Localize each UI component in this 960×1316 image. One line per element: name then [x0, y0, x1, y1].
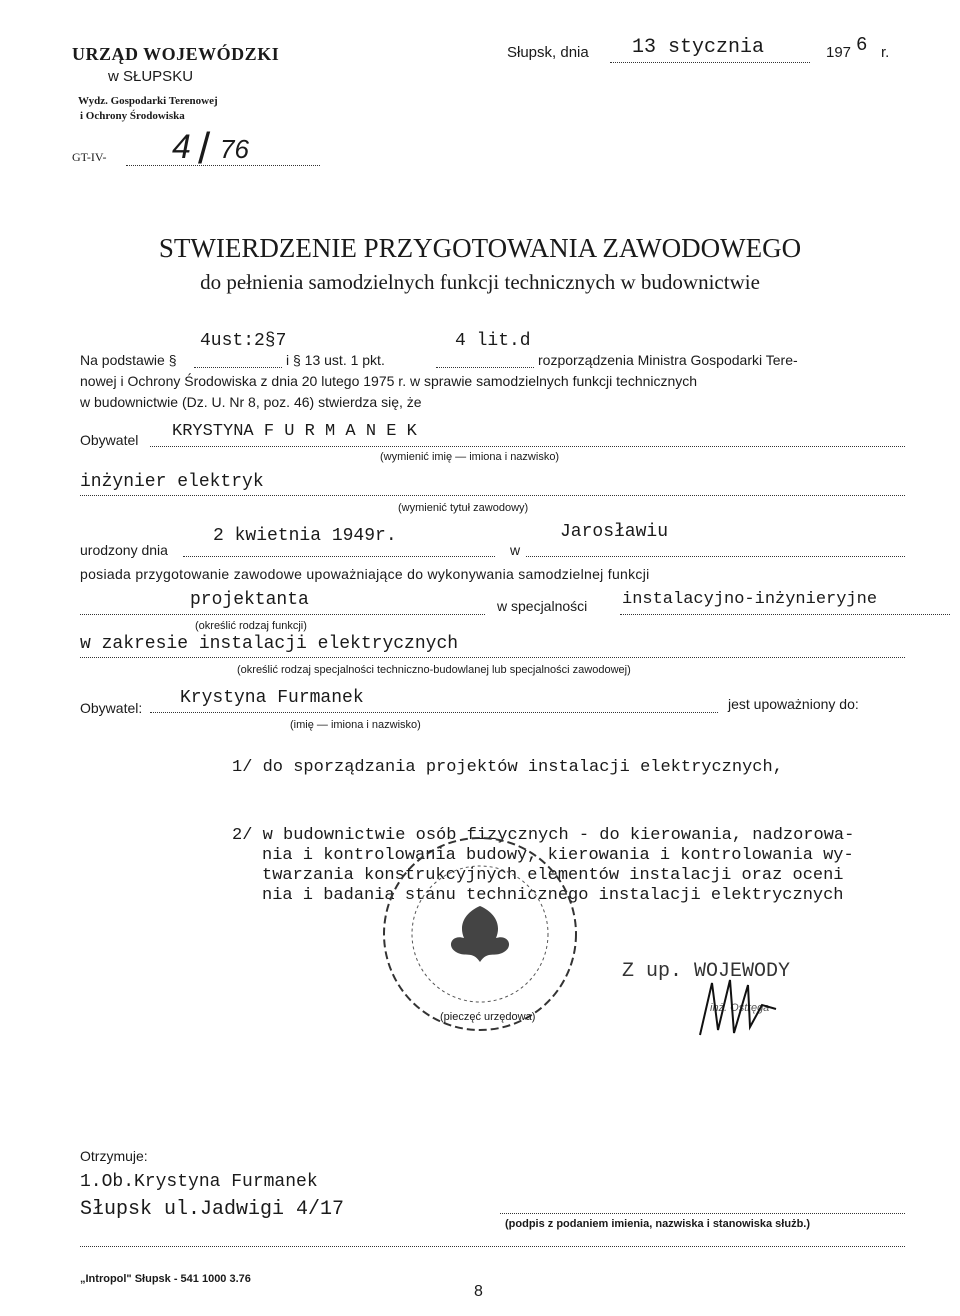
birthplace-label: w [510, 542, 521, 558]
born-line [183, 556, 495, 557]
date-value: 13 stycznia [632, 36, 765, 59]
reference-line [126, 165, 320, 166]
place-label: Słupsk, dnia [507, 44, 589, 61]
birth-date: 2 kwietnia 1949r. [213, 526, 397, 546]
year-suffix: r. [881, 44, 890, 61]
department-line2: i Ochrony Środowiska [80, 110, 185, 122]
citizen-caption: (wymienić imię — imiona i nazwisko) [380, 451, 560, 463]
basis-line1-start: Na podstawie § [80, 352, 177, 368]
citizen2-label: Obywatel: [80, 700, 143, 716]
year-digit: 6 [856, 34, 868, 56]
reference-slash: / [198, 124, 211, 173]
office-city: w SŁUPSKU [108, 68, 194, 85]
basis-line2: nowej i Ochrony Środowiska z dnia 20 lutego 1975 r. w sprawie samodzielnych funkcji technicznych [80, 373, 698, 389]
citizen-line [150, 446, 905, 447]
signature-stamp-line2: inż. Ostręga [710, 1002, 770, 1014]
authorization-item-2-line4: nia i badania stanu technicznego instalacji elektrycznych [262, 886, 844, 905]
point-line [436, 367, 534, 368]
birthplace-line [526, 556, 905, 557]
handwritten-paragraph: 4ust:2§7 [200, 331, 287, 351]
printer-imprint: „Intropol" Słupsk - 541 1000 3.76 [80, 1273, 251, 1285]
handwritten-signature [690, 975, 780, 1045]
title-caption: (wymienić tytuł zawodowy) [398, 502, 529, 514]
authorization-item-1: 1/ do sporządzania projektów instalacji elektrycznych, [232, 758, 783, 777]
basis-line1-mid: i § 13 ust. 1 pkt. [286, 352, 385, 368]
scope-value: w zakresie instalacji elektrycznych [80, 634, 459, 654]
specialty-line [620, 614, 950, 615]
citizen-label: Obywatel [80, 432, 139, 448]
basis-line1-end: rozporządzenia Ministra Gospodarki Tere- [538, 352, 798, 368]
authorized-text: jest upoważniony do: [728, 696, 859, 712]
handwritten-letter: 4 lit.d [455, 331, 531, 351]
scope-line [80, 657, 905, 658]
function-value: projektanta [190, 590, 309, 610]
specialty-value: instalacyjno-inżynieryjne [622, 590, 878, 609]
function-line [80, 614, 485, 615]
paragraph-line [194, 367, 282, 368]
document-subtitle: do pełnienia samodzielnych funkcji technicznych w budownictwie [200, 270, 760, 294]
office-name: URZĄD WOJEWÓDZKI [72, 44, 280, 64]
date-line [610, 62, 810, 63]
born-label: urodzony dnia [80, 542, 168, 558]
citizen2-name: Krystyna Furmanek [180, 688, 364, 708]
authorization-item-2-line3: twarzania konstrukcyjnych elementów instalacji oraz oceni [262, 866, 844, 885]
reference-prefix: GT-IV- [72, 150, 107, 164]
recipients-label: Otrzymuje: [80, 1148, 148, 1164]
authorization-item-2-line2: nia i kontrolowania budowy, kierowania i kontrolowania wy- [262, 846, 854, 865]
scope-caption: (określić rodzaj specjalności techniczno-budowlanej lub specjalności zawodowej) [237, 664, 631, 676]
citizen-name: KRYSTYNA F U R M A N E K [172, 422, 417, 441]
authorization-item-2-line1: 2/ w budownictwie osób fizycznych - do kierowania, nadzorowa- [232, 826, 855, 845]
signature-stamp-line1: Z up. WOJEWODY [622, 960, 791, 983]
citizen2-line [150, 712, 718, 713]
document-title: STWIERDZENIE PRZYGOTOWANIA ZAWODOWEGO [158, 233, 802, 263]
title-line [80, 495, 905, 496]
department-line1: Wydz. Gospodarki Terenowej [78, 95, 218, 107]
birthplace-value: Jarosławiu [560, 522, 669, 542]
citizen2-caption: (imię — imiona i nazwisko) [290, 719, 421, 731]
basis-line3: w budownictwie (Dz. U. Nr 8, poz. 46) stwierdza się, że [80, 394, 422, 410]
seal-caption: (pieczęć urzędowa) [440, 1011, 536, 1023]
reference-number: 4 [172, 128, 191, 166]
recipient-rule [80, 1246, 905, 1247]
official-seal [380, 834, 580, 1034]
signature-line [500, 1213, 905, 1214]
page-number: 8 [474, 1283, 483, 1300]
qualification-text: posiada przygotowanie zawodowe upoważniające do wykonywania samodzielnej funkcji [80, 566, 650, 582]
professional-title: inżynier elektryk [80, 472, 264, 492]
reference-year: 76 [220, 134, 249, 164]
specialty-label: w specjalności [497, 598, 588, 614]
signature-caption: (podpis z podaniem imienia, nazwiska i stanowiska służb.) [505, 1218, 811, 1230]
recipient-line1: 1.Ob.Krystyna Furmanek [80, 1172, 318, 1192]
function-caption: (określić rodzaj funkcji) [195, 620, 307, 632]
recipient-line2: Słupsk ul.Jadwigi 4/17 [80, 1198, 345, 1221]
year-prefix: 197 [826, 44, 852, 61]
